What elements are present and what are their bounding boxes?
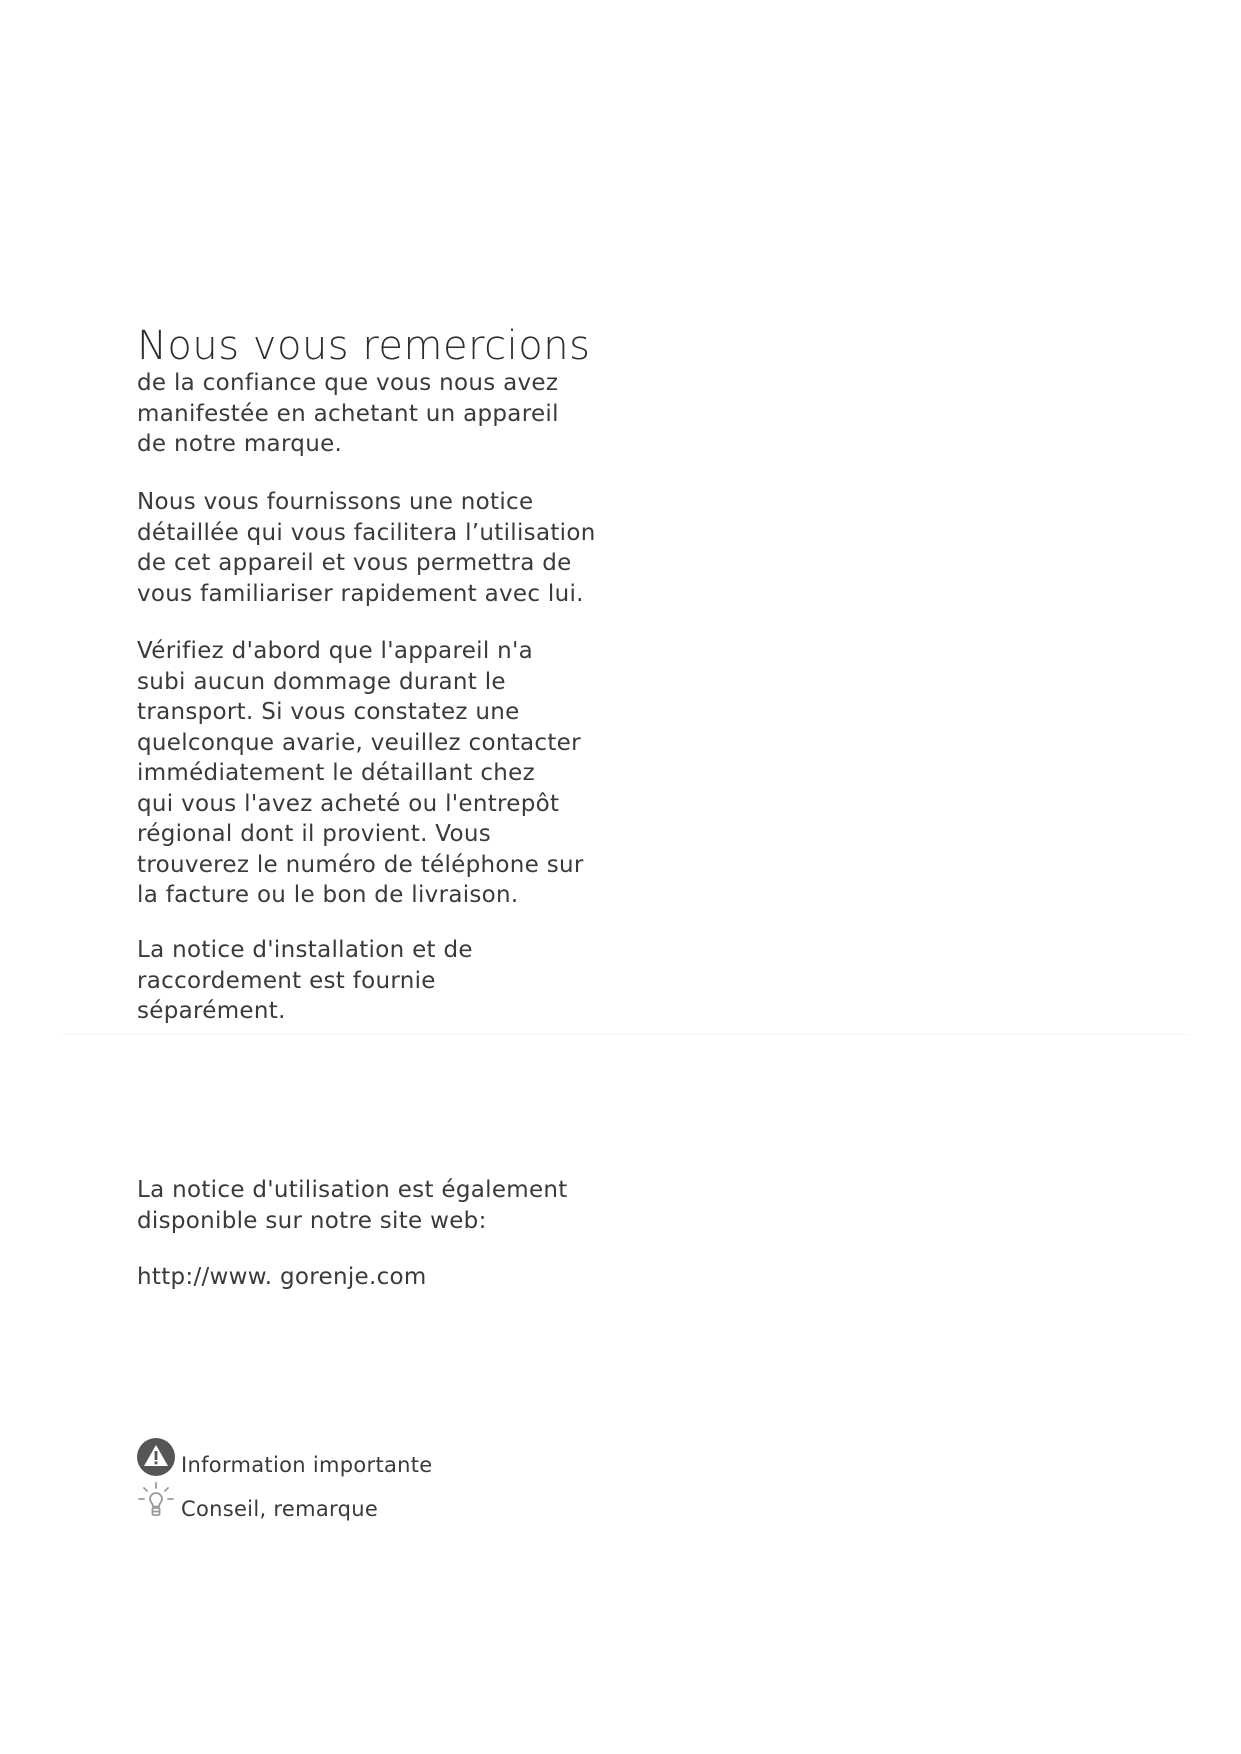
text-line: trouverez le numéro de téléphone sur: [137, 851, 584, 878]
legend-important: [135, 1436, 433, 1478]
text-line: quelconque avarie, veuillez contacter: [137, 729, 581, 756]
page-title: Nous vous remercions: [137, 323, 591, 369]
text-line: La notice d'installation et de: [137, 937, 473, 963]
text-line: séparément.: [137, 998, 286, 1024]
text-line: raccordement est fournie: [137, 967, 436, 994]
text-line: Nous vous fournissons une notice: [137, 489, 534, 515]
lightbulb-icon: [135, 1480, 177, 1522]
divider: [60, 1034, 1190, 1035]
text-line: de la confiance que vous nous avez: [137, 370, 559, 396]
text-line: de notre marque.: [137, 431, 343, 457]
text-line: transport. Si vous constatez une: [137, 699, 520, 725]
text-line: régional dont il provient. Vous: [137, 821, 492, 847]
text-line: la facture ou le bon de livraison.: [137, 882, 519, 908]
web-notice-paragraph: [137, 1175, 637, 1236]
text-line: détaillée qui vous facilitera l’utilisation: [137, 519, 596, 546]
text-line: vous familiariser rapidement avec lui.: [137, 580, 584, 607]
installation-paragraph: [137, 935, 637, 1027]
warning-icon: [135, 1436, 177, 1478]
text-line: de cet appareil et vous permettra de: [137, 550, 572, 576]
text-line: disponible sur notre site web:: [137, 1207, 487, 1234]
text-line: qui vous l'avez acheté ou l'entrepôt: [137, 790, 560, 817]
website-link-block: [137, 1262, 637, 1293]
intro-paragraph: [137, 368, 637, 460]
legend-important-label: Information importante: [181, 1453, 433, 1477]
text-line: La notice d'utilisation est également: [137, 1177, 568, 1203]
notice-paragraph: [137, 487, 637, 609]
legend-tip-label: Conseil, remarque: [181, 1497, 379, 1521]
text-line: subi aucun dommage durant le: [137, 668, 506, 695]
text-line: Vérifiez d'abord que l'appareil n'a: [137, 638, 534, 664]
website-link[interactable]: http://www. gorenje.com: [137, 1264, 427, 1290]
legend-tip: [135, 1480, 378, 1522]
text-line: immédiatement le détaillant chez: [137, 760, 535, 786]
text-line: manifestée en achetant un appareil: [137, 400, 559, 427]
transport-check-paragraph: [137, 636, 637, 911]
